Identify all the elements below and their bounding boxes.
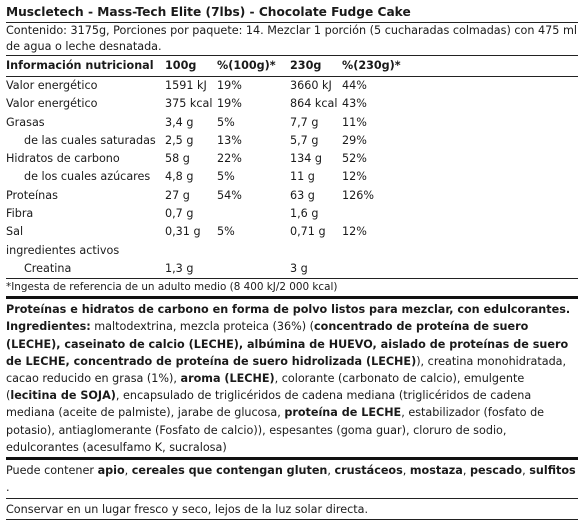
value-100g: 1,3 g — [165, 261, 194, 275]
value-230g: 134 g — [290, 152, 323, 166]
nutrient-name: Grasas — [6, 115, 45, 129]
ingredient-segment: aroma (LECHE) — [180, 372, 275, 386]
percent-230g: 11% — [342, 115, 367, 129]
percent-230g: 29% — [342, 133, 367, 147]
nutrition-table-header — [6, 56, 578, 76]
nutrition-row — [6, 205, 578, 223]
allergen-segment: , — [327, 464, 335, 478]
nutrition-row — [6, 242, 578, 260]
ingredient-segment: maltodextrina, mezcla proteica (36%) ( — [90, 320, 315, 334]
nutrition-row — [6, 132, 578, 150]
allergen-segment: , — [462, 464, 470, 478]
value-230g: 63 g — [290, 188, 315, 202]
product-title: Muscletech - Mass-Tech Elite (7lbs) - Chocolate Fudge Cake — [6, 5, 411, 19]
value-100g: 58 g — [165, 152, 190, 166]
percent-100g: 19% — [217, 97, 242, 111]
percent-100g: 22% — [217, 152, 242, 166]
header-percent-230g: %(230g)* — [342, 59, 401, 72]
value-100g: 2,5 g — [165, 133, 194, 147]
value-230g: 864 kcal — [290, 97, 338, 111]
percent-230g: 12% — [342, 225, 367, 239]
nutrient-name: Proteínas — [6, 188, 58, 202]
percent-100g: 54% — [217, 188, 242, 202]
storage-instructions: Conservar en un lugar fresco y seco, lejos de la luz solar directa. — [6, 502, 369, 516]
header-per-230g: 230g — [290, 59, 322, 72]
value-230g: 7,7 g — [290, 115, 319, 129]
value-100g: 4,8 g — [165, 170, 194, 184]
percent-230g: 44% — [342, 79, 367, 92]
nutrition-row — [6, 187, 578, 205]
ingredient-segment: , colorante (carbonato de calcio), emulgente ( — [6, 372, 525, 403]
allergen-segment: Puede contener — [6, 464, 98, 478]
nutrition-row — [6, 260, 578, 278]
product-info-block — [6, 299, 578, 457]
nutrition-row — [6, 150, 578, 168]
ingredient-segment: concentrado de proteína de suero (LECHE), caseinato de calcio (LECHE), albúmina de HUEVO, aislado de proteínas de suero de LECHE, concentrado de proteína de suero hidrolizada (LECHE) — [6, 320, 569, 368]
value-230g: 0,71 g — [290, 225, 326, 239]
value-230g: 1,6 g — [290, 207, 319, 221]
ingredient-segment: lecitina de SOJA) — [10, 389, 116, 403]
nutrition-row — [6, 168, 578, 186]
nutrition-table-body — [6, 77, 578, 278]
percent-230g: 12% — [342, 170, 367, 184]
allergen-segment: . — [6, 481, 10, 495]
nutrient-name: ingredientes activos — [6, 243, 120, 257]
reference-intake-note: *Ingesta de referencia de un adulto medio (8 400 kJ/2 000 kcal) — [6, 281, 338, 294]
value-100g: 3,4 g — [165, 115, 194, 129]
allergen-segment: , — [124, 464, 132, 478]
nutrient-name: de los cuales azúcares — [24, 170, 151, 184]
ingredients-list — [6, 318, 578, 456]
nutrient-name: Creatina — [24, 261, 72, 275]
value-100g: 27 g — [165, 188, 190, 202]
nutrient-name: de las cuales saturadas — [24, 133, 156, 147]
allergen-segment: cereales que contengan gluten — [131, 464, 328, 478]
percent-100g: 13% — [217, 133, 242, 147]
allergen-segment: sulfitos — [529, 464, 576, 478]
value-230g: 11 g — [290, 170, 315, 184]
allergen-segment: crustáceos — [334, 464, 403, 478]
percent-230g: 52% — [342, 152, 367, 166]
ingredient-segment: , encapsulado de triglicéridos de cadena mediana (triglicéridos de cadena mediana (aceite de palmiste), jarabe de glucosa, — [6, 389, 532, 420]
value-100g: 0,31 g — [165, 225, 201, 239]
nutrition-row — [6, 95, 578, 113]
percent-100g: 5% — [217, 170, 235, 184]
nutrient-name: Sal — [6, 225, 24, 239]
allergen-segment: mostaza — [409, 464, 463, 478]
header-percent-100g: %(100g)* — [217, 59, 276, 72]
allergen-segment: , — [402, 464, 410, 478]
allergen-segment: , — [522, 464, 530, 478]
product-description: Proteínas e hidratos de carbono en forma de polvo listos para mezclar, con edulcorantes. — [6, 303, 571, 317]
nutrient-name: Valor energético — [6, 97, 98, 111]
value-230g: 5,7 g — [290, 133, 319, 147]
ingredient-segment: proteína de LECHE — [284, 406, 402, 420]
percent-230g: 126% — [342, 188, 374, 202]
value-230g: 3 g — [290, 261, 308, 275]
allergen-segment: apio — [97, 464, 125, 478]
nutrient-name: Fibra — [6, 207, 34, 221]
percent-230g: 43% — [342, 97, 367, 111]
ingredient-segment: , estabilizador (fosfato de potasio), antiaglomerante (Fosfato de calcio)), espesantes (goma guar), cloruro de sodio, edulcorantes (acesulfamo K, sucralosa) — [6, 406, 545, 454]
label-page — [6, 4, 578, 520]
header-per-100g: 100g — [165, 59, 197, 72]
allergen-segment: pescado — [469, 464, 523, 478]
percent-100g: 19% — [217, 79, 242, 92]
percent-100g: 5% — [217, 115, 235, 129]
allergen-warning — [6, 460, 578, 497]
value-100g: 0,7 g — [165, 207, 194, 221]
ingredient-segment: Ingredientes: — [6, 320, 91, 334]
value-100g: 375 kcal — [165, 97, 213, 111]
ingredient-segment: ), creatina monohidratada, cacao reducido en grasa (1%), — [6, 354, 567, 386]
nutrient-name: Valor energético — [6, 79, 98, 92]
content-info: Contenido: 3175g, Porciones por paquete: 14. Mezclar 1 porción (5 cucharadas colmadas) con 475 ml de agua o leche desnatada. — [6, 24, 577, 53]
value-230g: 3660 kJ — [290, 79, 332, 92]
nutrition-row — [6, 77, 578, 95]
percent-100g: 5% — [217, 225, 235, 239]
value-100g: 1591 kJ — [165, 79, 207, 92]
header-nutrition-info: Información nutricional — [6, 59, 154, 72]
nutrient-name: Hidratos de carbono — [6, 152, 120, 166]
nutrition-row — [6, 114, 578, 132]
nutrition-row — [6, 223, 578, 241]
